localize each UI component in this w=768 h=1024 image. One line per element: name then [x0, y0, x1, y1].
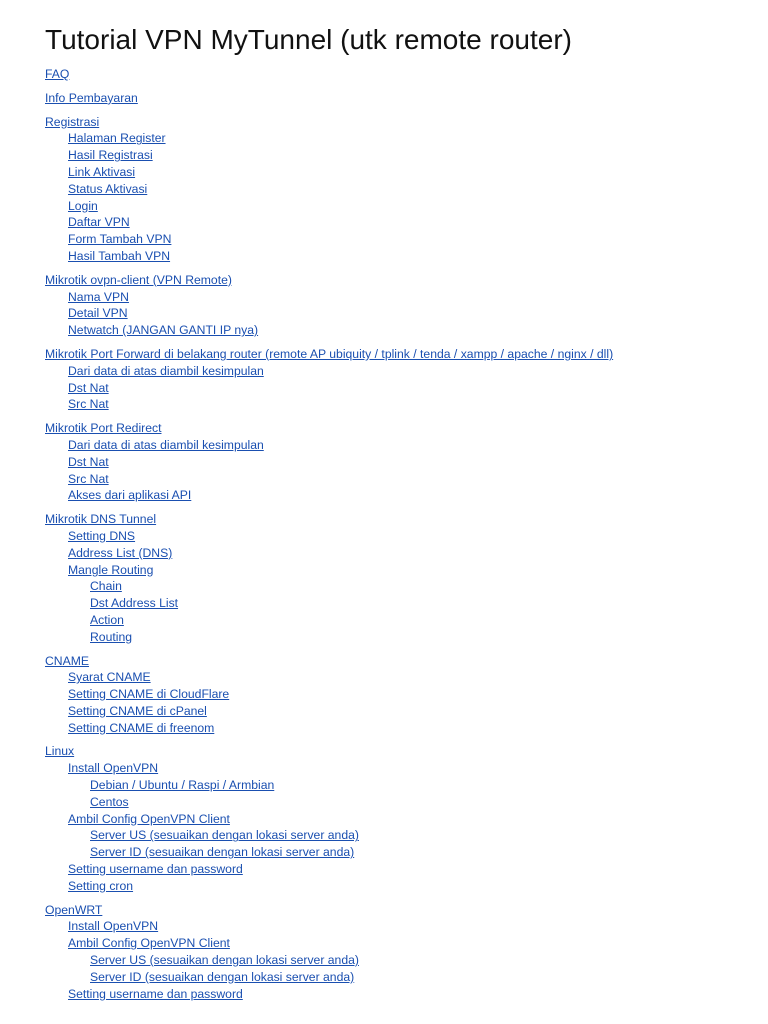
- toc-section: [45, 66, 755, 83]
- page-title: Tutorial VPN MyTunnel (utk remote router): [45, 24, 572, 55]
- toc-section: [45, 272, 755, 339]
- toc-link-openwrt[interactable]: OpenWRT: [45, 902, 103, 917]
- toc-link-dari-data-di-atas-diambil-kesimpulan[interactable]: Dari data di atas diambil kesimpulan: [68, 363, 264, 378]
- toc-link-mikrotik-dns-tunnel[interactable]: Mikrotik DNS Tunnel: [45, 512, 157, 527]
- toc-section: [45, 90, 755, 107]
- toc-link-form-tambah-vpn[interactable]: Form Tambah VPN: [68, 232, 172, 247]
- toc-section: [45, 743, 755, 894]
- toc-link-hasil-registrasi[interactable]: Hasil Registrasi: [68, 148, 153, 163]
- toc-link-halaman-register[interactable]: Halaman Register: [68, 131, 166, 146]
- toc-link-server-us-sesuaikan-dengan-lokasi-server-anda[interactable]: Server US (sesuaikan dengan lokasi server anda): [90, 953, 359, 968]
- toc-link-src-nat[interactable]: Src Nat: [68, 397, 109, 412]
- toc-link-setting-dns[interactable]: Setting DNS: [68, 528, 136, 543]
- toc-link-centos[interactable]: Centos: [90, 794, 129, 809]
- toc-link-mikrotik-ovpn-client-vpn-remote[interactable]: Mikrotik ovpn-client (VPN Remote): [45, 272, 232, 287]
- toc-link-setting-username-dan-password[interactable]: Setting username dan password: [68, 986, 243, 1001]
- toc-link-info-pembayaran[interactable]: Info Pembayaran: [45, 90, 138, 105]
- toc-link-setting-username-dan-password[interactable]: Setting username dan password: [68, 862, 243, 877]
- toc-section: [45, 902, 755, 1003]
- toc-link-address-list-dns[interactable]: Address List (DNS): [68, 545, 173, 560]
- toc-link-daftar-vpn[interactable]: Daftar VPN: [68, 215, 130, 230]
- toc-link-setting-cron[interactable]: Setting cron: [68, 878, 134, 893]
- toc-link-server-id-sesuaikan-dengan-lokasi-server-anda[interactable]: Server ID (sesuaikan dengan lokasi server anda): [90, 969, 355, 984]
- toc-link-dst-nat[interactable]: Dst Nat: [68, 380, 109, 395]
- toc-link-setting-cname-di-cpanel[interactable]: Setting CNAME di cPanel: [68, 703, 207, 718]
- toc-section: [45, 420, 755, 504]
- toc-link-chain[interactable]: Chain: [90, 579, 122, 594]
- toc-link-registrasi[interactable]: Registrasi: [45, 114, 100, 129]
- toc-link-faq[interactable]: FAQ: [45, 67, 70, 81]
- toc-link-install-openvpn[interactable]: Install OpenVPN: [68, 919, 159, 934]
- toc-link-syarat-cname[interactable]: Syarat CNAME: [68, 670, 151, 685]
- toc-link-src-nat[interactable]: Src Nat: [68, 471, 109, 486]
- toc-link-server-id-sesuaikan-dengan-lokasi-server-anda[interactable]: Server ID (sesuaikan dengan lokasi server anda): [90, 845, 355, 860]
- toc-section: [45, 114, 755, 265]
- toc-section: [45, 511, 755, 645]
- toc-link-hasil-tambah-vpn[interactable]: Hasil Tambah VPN: [68, 248, 171, 263]
- toc-link-dari-data-di-atas-diambil-kesimpulan[interactable]: Dari data di atas diambil kesimpulan: [68, 437, 264, 452]
- toc-link-netwatch-jangan-ganti-ip-nya[interactable]: Netwatch (JANGAN GANTI IP nya): [68, 323, 259, 338]
- toc-link-ambil-config-openvpn-client[interactable]: Ambil Config OpenVPN Client: [68, 811, 230, 826]
- toc-link-ambil-config-openvpn-client[interactable]: Ambil Config OpenVPN Client: [68, 936, 230, 951]
- toc-link-mikrotik-port-forward-di-belakang-router-remote-[interactable]: Mikrotik Port Forward di belakang router (remote AP ubiquity / tplink / tenda / xampp / apache / nginx / dll): [45, 346, 614, 361]
- table-of-contents: [45, 66, 755, 1002]
- toc-link-mikrotik-port-redirect[interactable]: Mikrotik Port Redirect: [45, 421, 162, 436]
- toc-link-status-aktivasi[interactable]: Status Aktivasi: [68, 181, 148, 196]
- toc-link-server-us-sesuaikan-dengan-lokasi-server-anda[interactable]: Server US (sesuaikan dengan lokasi server anda): [90, 828, 359, 843]
- toc-link-action[interactable]: Action: [90, 612, 124, 627]
- toc-section: [45, 346, 755, 413]
- toc-link-akses-dari-aplikasi-api[interactable]: Akses dari aplikasi API: [68, 488, 192, 503]
- toc-link-install-openvpn[interactable]: Install OpenVPN: [68, 761, 159, 776]
- toc-link-detail-vpn[interactable]: Detail VPN: [68, 306, 128, 321]
- toc-link-dst-address-list[interactable]: Dst Address List: [90, 596, 179, 611]
- toc-link-cname[interactable]: CNAME: [45, 653, 90, 668]
- toc-link-mangle-routing[interactable]: Mangle Routing: [68, 562, 154, 577]
- toc-link-login[interactable]: Login: [68, 198, 98, 213]
- toc-link-link-aktivasi[interactable]: Link Aktivasi: [68, 164, 136, 179]
- toc-link-nama-vpn[interactable]: Nama VPN: [68, 289, 129, 304]
- toc-section: [45, 653, 755, 737]
- toc-link-debian-ubuntu-raspi-armbian[interactable]: Debian / Ubuntu / Raspi / Armbian: [90, 778, 275, 793]
- toc-link-setting-cname-di-cloudflare[interactable]: Setting CNAME di CloudFlare: [68, 687, 230, 702]
- toc-link-routing[interactable]: Routing: [90, 629, 133, 644]
- toc-link-dst-nat[interactable]: Dst Nat: [68, 454, 109, 469]
- toc-link-linux[interactable]: Linux: [45, 744, 75, 759]
- toc-link-setting-cname-di-freenom[interactable]: Setting CNAME di freenom: [68, 720, 215, 735]
